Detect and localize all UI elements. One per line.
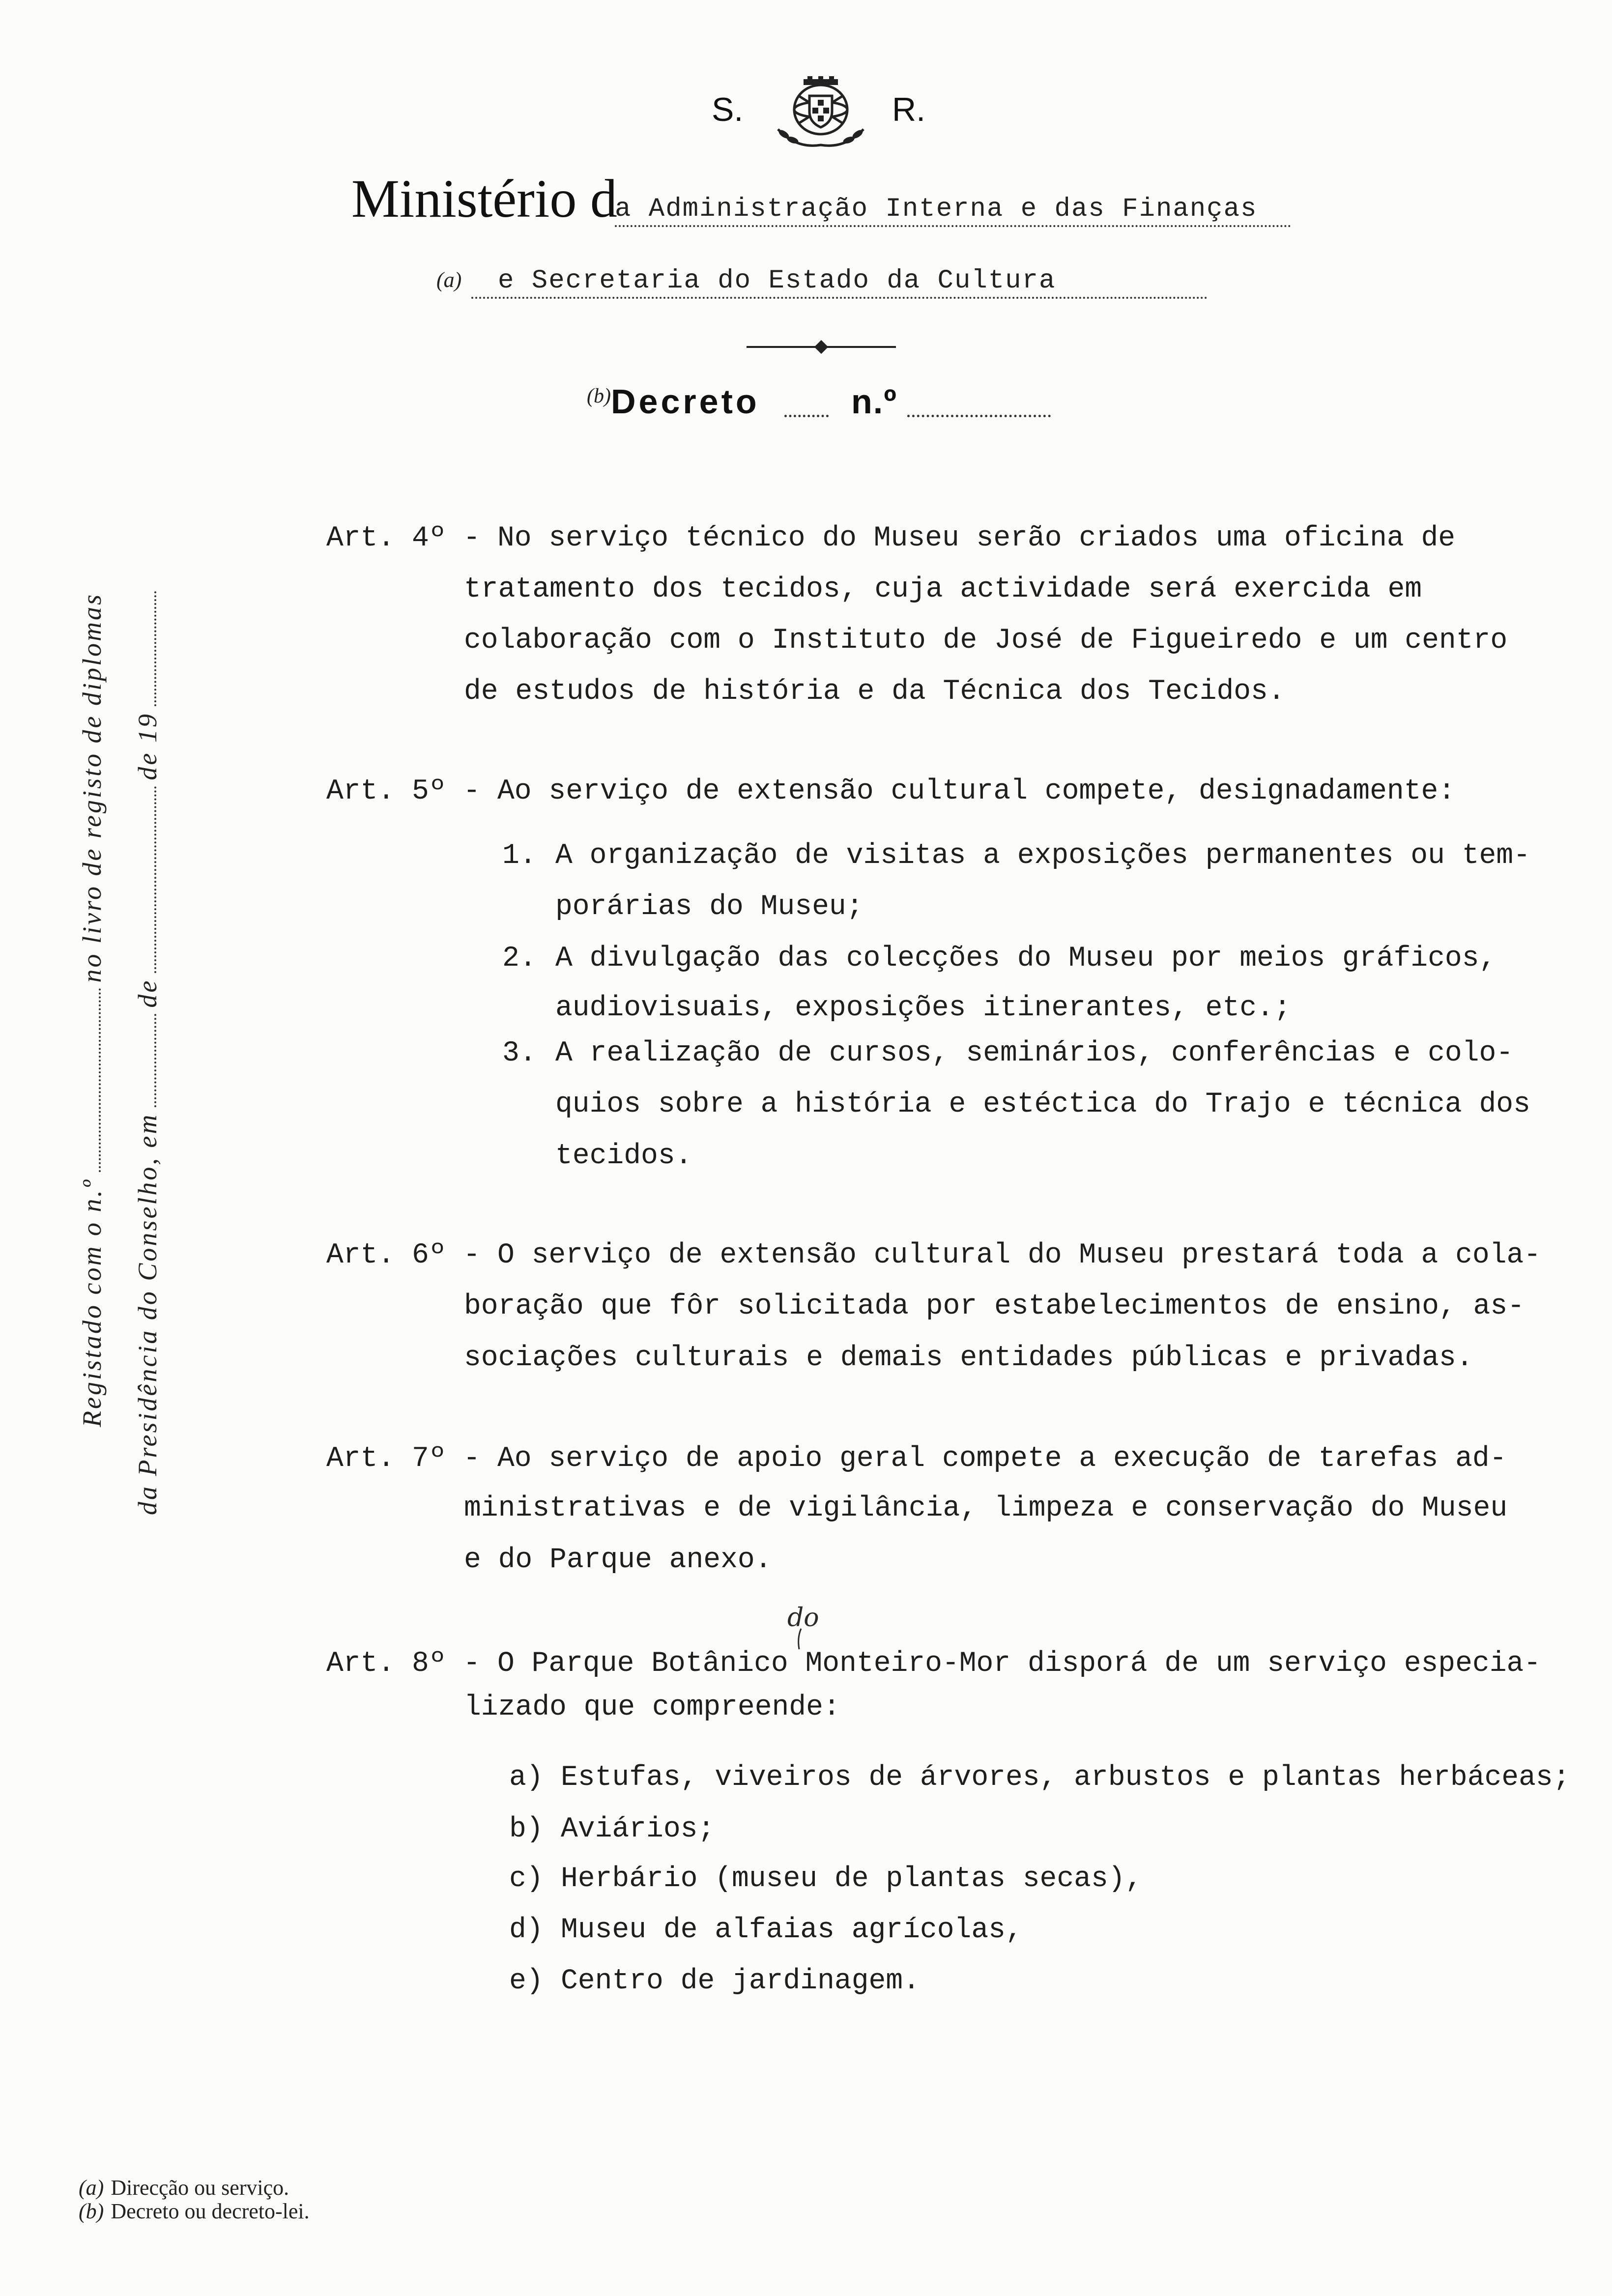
registry-year-blank (152, 591, 156, 706)
article-7-line: ministrativas e de vigilância, limpeza e conservação do Museu (464, 1492, 1508, 1524)
article-5-item-line: A divulgação das colecções do Museu por meios gráficos, (555, 943, 1497, 975)
handwritten-insertion: do (787, 1603, 819, 1633)
article-7-label: Art. 7º - (326, 1443, 481, 1475)
article-7-line: e do Parque anexo. (464, 1544, 772, 1576)
article-8-item-text: Aviários; (561, 1813, 715, 1845)
article-4-line: tratamento dos tecidos, cuja actividade será exercida em (464, 574, 1422, 605)
decree-type-blank (784, 402, 829, 417)
registry-council-label: da Presidência do Conselho, em (133, 1113, 162, 1515)
article-7-line: Ao serviço de apoio geral compete a execução de tarefas ad- (497, 1443, 1507, 1475)
note-marker-b: (b) (587, 385, 611, 407)
article-4-label: Art. 4º - (326, 522, 481, 554)
article-5-item-line: A realização de cursos, seminários, conferências e colo- (555, 1037, 1514, 1069)
article-5-label: Art. 5º - (326, 775, 481, 807)
ministry-name-field: a Administração Interna e das Finanças (615, 192, 1291, 227)
footnote-text: Decreto ou decreto-lei. (111, 2199, 310, 2223)
article-8-item-marker: e) (509, 1965, 544, 1997)
article-6-line: O serviço de extensão cultural do Museu prestará toda a cola- (497, 1239, 1541, 1271)
registry-number-label: Registado com o n.º (77, 1178, 107, 1427)
coat-of-arms-icon (769, 76, 872, 150)
article-5-item-line: porárias do Museu; (555, 891, 864, 923)
margin-registry-line-1 (76, 593, 108, 1427)
article-5-item-line: quios sobre a história e estéctica do Trajo e técnica dos (555, 1089, 1530, 1120)
article-5-item-marker: 1. (502, 840, 537, 872)
footnote-text: Direcção ou serviço. (111, 2176, 289, 2200)
footnote-marker: (b) (79, 2199, 104, 2223)
registry-book-label: no livro de registo de diplomas (77, 593, 107, 983)
article-8-item-marker: a) (509, 1762, 544, 1794)
footnote-marker: (a) (79, 2176, 104, 2200)
footnote-b (79, 2200, 310, 2223)
article-5-line: Ao serviço de extensão cultural compete, designadamente: (497, 775, 1456, 807)
registry-de-label: de (133, 978, 162, 1008)
registry-day-blank (152, 1014, 156, 1107)
article-6-line: boração que fôr solicitada por estabelecimentos de ensino, as- (464, 1291, 1525, 1322)
margin-registry-line-2 (132, 585, 163, 1515)
rule-diamond-icon (814, 340, 828, 354)
article-8-item-text: Centro de jardinagem. (561, 1965, 920, 1997)
article-5-item-line: A organização de visitas a exposições permanentes ou tem- (555, 840, 1530, 872)
article-8-item-text: Estufas, viveiros de árvores, arbustos e plantas herbáceas; (561, 1762, 1570, 1794)
article-8-item-marker: c) (509, 1863, 544, 1895)
decree-number-label: n.º (851, 382, 897, 421)
ministry-prefix: Ministério d (351, 169, 617, 229)
article-8-label: Art. 8º - (326, 1648, 481, 1680)
decree-label: Decreto (611, 382, 760, 421)
decree-number-blank (907, 402, 1051, 417)
registry-number-blank (97, 988, 101, 1172)
registry-month-blank (152, 786, 156, 973)
article-6-line: sociações culturais e demais entidades públicas e privadas. (464, 1342, 1473, 1374)
article-8-line: lizado que compreende: (464, 1692, 840, 1723)
article-5-item-line: tecidos. (555, 1140, 692, 1172)
article-8-item-text: Museu de alfaias agrícolas, (561, 1914, 1023, 1946)
header-letter-r: R. (892, 91, 925, 128)
registry-year-label: de 19 (133, 712, 162, 780)
article-4-line: colaboração com o Instituto de José de Figueiredo e um centro (464, 625, 1508, 657)
article-5-item-marker: 2. (502, 943, 537, 975)
article-8-item-marker: d) (509, 1914, 544, 1946)
footnote-a (79, 2176, 289, 2200)
secretariat-field: e Secretaria do Estado da Cultura (471, 263, 1208, 299)
article-8-line: O Parque Botânico Monteiro-Mor disporá de um serviço especia- (497, 1648, 1541, 1680)
article-4-line: No serviço técnico do Museu serão criados uma oficina de (497, 522, 1456, 554)
article-4-line: de estudos de história e da Técnica dos Tecidos. (464, 676, 1285, 708)
article-5-item-line: audiovisuais, exposições itinerantes, etc.; (555, 992, 1291, 1024)
article-6-label: Art. 6º - (326, 1239, 481, 1271)
header-letter-s: S. (712, 91, 744, 128)
article-8-item-marker: b) (509, 1813, 544, 1845)
article-5-item-marker: 3. (502, 1037, 537, 1069)
article-8-item-text: Herbário (museu de plantas secas), (561, 1863, 1143, 1895)
note-marker-a: (a) (436, 268, 462, 292)
